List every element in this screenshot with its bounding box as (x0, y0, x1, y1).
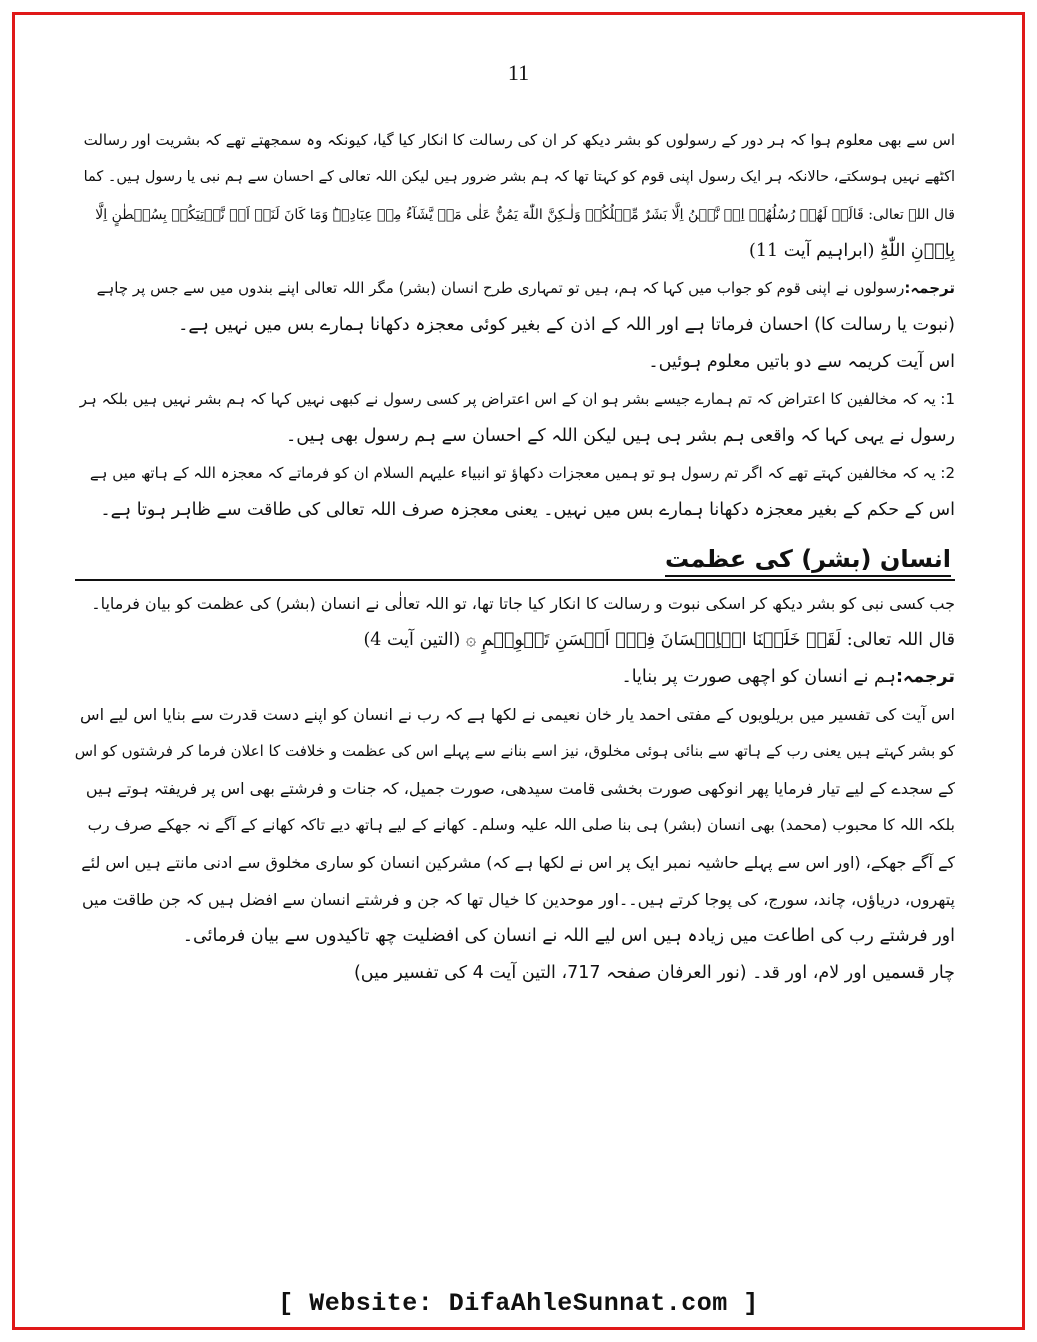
tafsir-line-1: اس آیت کی تفسیر میں بریلویوں کے مفتی احمد یار خان نعیمی نے لکھا ہے کہ رب نے انسان کو اپنے دست قدرت سے بنایا اس لیے اس (80, 704, 955, 724)
translation-2-label: ترجمہ: (895, 666, 955, 687)
point-2-line-2: اس کے حکم کے بغیر معجزہ دکھانا ہمارے بس میں نہیں۔ یعنی معجزہ صرف اللہ تعالی کی طاقت سے ظاہر ہوتا ہے۔ (100, 499, 955, 520)
translation-label: ترجمہ: (904, 279, 955, 297)
conclusion-intro: اس آیت کریمہ سے دو باتیں معلوم ہوئیں۔ (648, 351, 955, 372)
translation-1-text: رسولوں نے اپنی قوم کو جواب میں کہا کہ ہم، ہیں تو تمہاری طرح انسان (بشر) مگر اللہ تعالی اپنے بندوں میں سے جس پر چاہے (96, 279, 905, 297)
translation-2-text: ہم نے انسان کو اچھی صورت پر بنایا۔ (621, 666, 896, 687)
verse-1-line-1: قال اللہ تعالی: قَالَتۡ لَهُمۡ رُسُلُهُمۡ اِنۡ نَّحۡنُ اِلَّا بَشَرٌ مِّثۡلُكُمۡ وَلٰـكِنَّ اللّٰهَ يَمُنُّ عَلٰى مَنۡ يَّشَآءُ مِنۡ عِبَادِهٖ‌ؕ وَمَا كَانَ لَنَاۤ اَنۡ نَّاۡتِيَكُمۡ بِسُلۡطٰنٍ اِلَّا (95, 206, 955, 223)
translation-2 (75, 659, 955, 696)
paragraph-1-line-2: اکٹھے نہیں ہوسکتے، حالانکہ ہر ایک رسول اپنی قوم کو کہتا تھا کہ ہم بشر ضرور ہیں لیکن اللہ تعالی کے احسان سے ہم نبی یا رسول ہیں۔ کما (83, 169, 955, 186)
section-divider (75, 579, 955, 581)
point-1-line-1: 1: یہ کہ مخالفین کا اعتراض کہ تم ہمارے جیسے بشر ہو ان کے اس اعتراض پر کسی رسول نے کبھی نہیں کہا کہ ہم بشر نہیں ہیں بلکہ ہر (79, 390, 955, 408)
tafsir-line-7: اور فرشتے رب کی اطاعت میں زیادہ ہیں اس لیے اللہ نے انسان کی افضلیت چھ تاکیدوں سے بیان فرمائی۔ (182, 925, 955, 946)
closing-line: چار قسمیں اور لام، اور قد۔ (نور العرفان صفحہ 717، التین آیت 4 کی تفسیر میں) (353, 962, 955, 983)
verse-2: قال اللہ تعالی: لَقَدۡ خَلَقۡنَا الۡاِنۡسَانَ فِىۡۤ اَحۡسَنِ تَقۡوِيۡمٍ ۞ (التین آیت 4) (363, 629, 955, 650)
point-2-line-1: 2: یہ کہ مخالفین کہتے تھے کہ اگر تم رسول ہو تو ہمیں معجزات دکھاؤ تو انبیاء علیہم السلام ان کو فرماتے کہ معجزہ اللہ کے ہاتھ میں ہے (89, 464, 955, 482)
tafsir-line-2: کو بشر کہتے ہیں یعنی رب کے ہاتھ سے بنائی ہوئی مخلوق، نیز اسے بنانے سے پہلے اس کی عظمت و خلافت کا اعلان فرما کر فرشتوں کو اس (75, 742, 955, 760)
section-heading-wrap (75, 529, 955, 577)
page-number: 11 (507, 60, 530, 85)
translation-1-line-2: (نبوت یا رسالت کا) احسان فرماتا ہے اور اللہ کے اذن کے بغیر کوئی معجزہ دکھانا ہمارے بس میں نہیں ہے۔ (178, 314, 955, 335)
website-footer: [ Website: DifaAhleSunnat.com ] (278, 1289, 759, 1318)
tafsir-line-5: کے آگے جھکے، (اور اس سے پہلے حاشیہ نمبر ایک پر اس نے لکھا ہے کہ) مشرکین انسان کو ساری مخلوق سے ادنی مانتے ہیں اس لئے (81, 852, 955, 872)
tafsir-line-3: کے سجدے کے لیے تیار فرمایا پھر انوکھی صورت بخشی قامت سیدھی، صورت جمیل، کہ جنات و فرشتے بھی اس پر فریفتہ ہوتے ہیں (85, 778, 955, 798)
verse-1-line-2: بِاِذۡنِ اللّٰهِ‌ؕ (ابراہیم آیت 11) (749, 240, 955, 261)
tafsir-line-6: پتھروں، دریاؤں، چاند، سورج، کی پوجا کرتے ہیں۔۔اور موحدین کا خیال تھا کہ جن و فرشتے انسان سے افضل ہیں کہ جن طاقت میں (81, 889, 955, 909)
point-1-line-2: رسول نے یہی کہا کہ واقعی ہم بشر ہی ہیں لیکن اللہ کے احسان سے ہم رسول بھی ہیں۔ (286, 425, 955, 446)
section-heading: انسان (بشر) کی عظمت (665, 547, 951, 577)
tafsir-line-4: بلکہ اللہ کا محبوب (محمد) بھی انسان (بشر) ہی بنا صلی اللہ علیہ وسلم۔ کھانے کے لیے ہاتھ دیے تاکہ کھانے کے آگے نہ جھکے صرف رب (87, 815, 955, 834)
document-body (75, 122, 955, 992)
section-intro: جب کسی نبی کو بشر دیکھ کر اسکی نبوت و رسالت کا انکار کیا جاتا تھا، تو اللہ تعالٰی نے انسان (بشر) کی عظمت کو بیان فرمایا۔ (91, 593, 955, 613)
paragraph-1-line-1: اس سے بھی معلوم ہوا کہ ہر دور کے رسولوں کو بشر دیکھ کر ان کی رسالت کا انکار کیا گیا، کیونکہ وہ سمجھتے تھے کہ بشریت اور رسالت (83, 131, 955, 149)
translation-1-line-1 (75, 270, 955, 307)
